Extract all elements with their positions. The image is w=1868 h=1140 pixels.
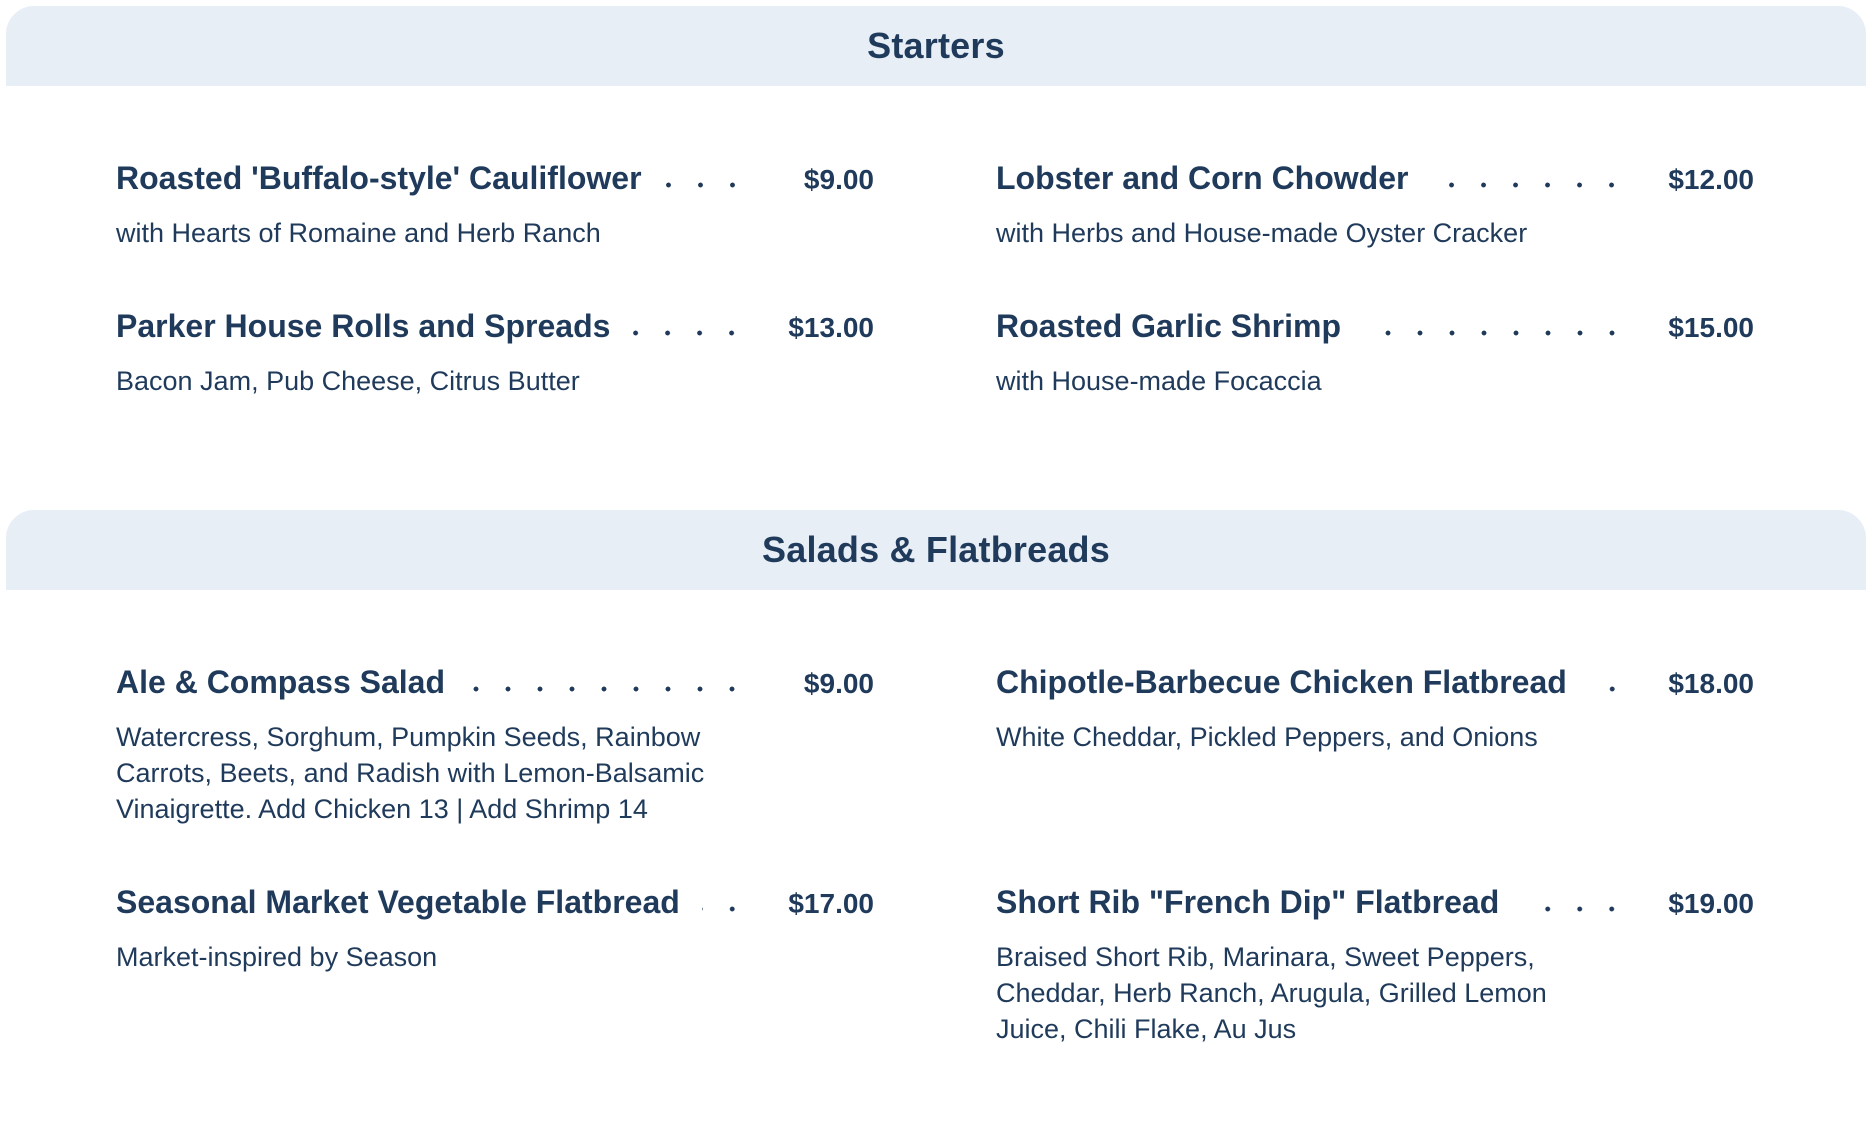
dot-leader bbox=[664, 182, 748, 188]
item-price: $19.00 bbox=[1668, 888, 1754, 919]
item-description: Braised Short Rib, Marinara, Sweet Peppers, Cheddar, Herb Ranch, Arugula, Grilled Lemon Juice, Chili Flake, Au Jus bbox=[996, 942, 1547, 1044]
menu-item bbox=[996, 664, 1754, 755]
item-price: $15.00 bbox=[1668, 312, 1754, 343]
item-description: Market-inspired by Season bbox=[116, 942, 438, 972]
item-name: Chipotle-Barbecue Chicken Flatbread bbox=[996, 664, 1567, 700]
item-name: Short Rib "French Dip" Flatbread bbox=[996, 884, 1500, 920]
section-header-starters bbox=[6, 6, 1866, 86]
item-price: $18.00 bbox=[1668, 668, 1754, 699]
dot-leader bbox=[632, 330, 748, 336]
menu-item bbox=[116, 664, 874, 827]
menu-item bbox=[116, 884, 874, 975]
menu-item bbox=[116, 308, 874, 399]
section-title: Starters bbox=[867, 25, 1005, 66]
section-header-salads-flatbreads bbox=[6, 510, 1866, 590]
menu-item bbox=[996, 160, 1754, 251]
item-price: $12.00 bbox=[1668, 164, 1754, 195]
item-description: with Herbs and House-made Oyster Cracker bbox=[996, 218, 1528, 248]
item-description: with Hearts of Romaine and Herb Ranch bbox=[116, 218, 601, 248]
item-name: Ale & Compass Salad bbox=[116, 664, 445, 700]
item-description: Bacon Jam, Pub Cheese, Citrus Butter bbox=[116, 366, 580, 396]
dot-leader bbox=[467, 686, 748, 692]
item-price: $9.00 bbox=[803, 668, 874, 699]
menu-item bbox=[116, 160, 874, 251]
dot-leader bbox=[1589, 686, 1628, 692]
item-name: Roasted Garlic Shrimp bbox=[996, 308, 1341, 344]
item-price: $9.00 bbox=[803, 164, 874, 195]
item-name: Roasted 'Buffalo-style' Cauliflower bbox=[116, 160, 642, 196]
item-description: White Cheddar, Pickled Peppers, and Onions bbox=[996, 722, 1538, 752]
menu-item bbox=[996, 884, 1754, 1047]
dot-leader bbox=[1521, 906, 1628, 912]
item-name: Lobster and Corn Chowder bbox=[996, 160, 1409, 196]
item-description: with House-made Focaccia bbox=[996, 366, 1322, 396]
section-title: Salads & Flatbreads bbox=[762, 529, 1110, 570]
dot-leader bbox=[702, 906, 748, 912]
item-description: Watercress, Sorghum, Pumpkin Seeds, Rainbow Carrots, Beets, and Radish with Lemon-Balsamic Vinaigrette. Add Chicken 13 | Add Shrimp 14 bbox=[116, 722, 705, 824]
dot-leader bbox=[1363, 330, 1628, 336]
item-price: $13.00 bbox=[788, 312, 874, 343]
menu-item bbox=[996, 308, 1754, 399]
item-name: Parker House Rolls and Spreads bbox=[116, 308, 611, 344]
item-name: Seasonal Market Vegetable Flatbread bbox=[116, 884, 680, 920]
item-price: $17.00 bbox=[788, 888, 874, 919]
dot-leader bbox=[1430, 182, 1628, 188]
